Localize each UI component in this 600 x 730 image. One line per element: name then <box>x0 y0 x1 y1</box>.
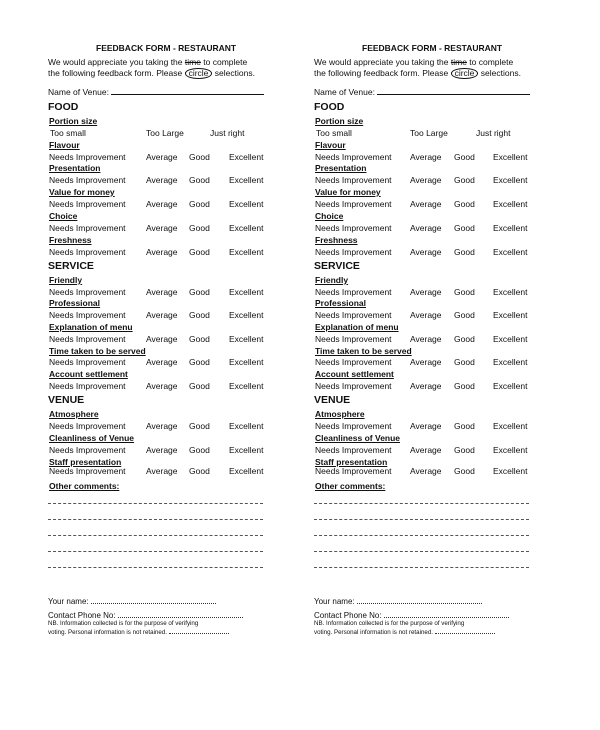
comment-line[interactable] <box>314 503 529 504</box>
venue-field[interactable] <box>48 86 264 97</box>
question-staff-presentation: Staff presentation <box>315 457 388 467</box>
form-title: FEEDBACK FORM - RESTAURANT <box>96 43 237 53</box>
option-average[interactable]: Average <box>146 357 178 367</box>
privacy-note-line2: voting. Personal information is not retained. <box>314 629 434 636</box>
option-excellent[interactable]: Excellent <box>493 287 528 297</box>
comment-line[interactable] <box>48 535 263 536</box>
option-excellent[interactable]: Excellent <box>229 310 264 320</box>
option-excellent[interactable]: Excellent <box>493 334 528 344</box>
question-friendly: Friendly <box>315 275 349 285</box>
privacy-note-line1: NB. Information collected is for the purpose of verifying <box>314 620 465 627</box>
comment-line[interactable] <box>314 551 529 552</box>
question-freshness: Freshness <box>49 235 92 245</box>
option-good[interactable]: Good <box>454 199 475 209</box>
option-needs-improvement[interactable]: Needs Improvement <box>315 466 392 476</box>
question-portion-size: Portion size <box>49 116 98 126</box>
option-needs-improvement[interactable]: Needs Improvement <box>49 175 126 185</box>
option-good[interactable]: Good <box>454 334 475 344</box>
your-name-line[interactable] <box>357 596 482 604</box>
option-excellent[interactable]: Excellent <box>229 223 264 233</box>
question-other-comments: Other comments: <box>49 481 120 491</box>
question-account-settlement: Account settlement <box>315 369 394 379</box>
option-needs-improvement[interactable]: Needs Improvement <box>49 421 126 431</box>
note-line <box>435 628 495 634</box>
option-needs-improvement[interactable]: Needs Improvement <box>49 287 126 297</box>
option-average[interactable]: Average <box>146 223 178 233</box>
section-venue: VENUE <box>48 394 85 406</box>
option-just-right[interactable]: Just right <box>476 128 511 138</box>
option-too-small[interactable]: Too small <box>50 128 86 138</box>
option-good[interactable]: Good <box>454 445 475 455</box>
option-excellent[interactable]: Excellent <box>229 247 264 257</box>
your-name-line[interactable] <box>91 596 216 604</box>
option-good[interactable]: Good <box>189 247 210 257</box>
option-too-small[interactable]: Too small <box>316 128 352 138</box>
option-needs-improvement[interactable]: Needs Improvement <box>49 357 126 367</box>
option-average[interactable]: Average <box>410 357 442 367</box>
form-intro <box>48 57 255 79</box>
your-name-label: Your name: <box>48 597 89 606</box>
option-too-large[interactable]: Too Large <box>146 128 184 138</box>
privacy-note-line1: NB. Information collected is for the purpose of verifying <box>48 620 199 627</box>
option-needs-improvement[interactable]: Needs Improvement <box>49 310 126 320</box>
question-staff-presentation: Staff presentation <box>49 457 122 467</box>
question-friendly: Friendly <box>49 275 83 285</box>
option-excellent[interactable]: Excellent <box>229 445 264 455</box>
option-good[interactable]: Good <box>189 175 210 185</box>
option-too-large[interactable]: Too Large <box>410 128 448 138</box>
option-average[interactable]: Average <box>146 247 178 257</box>
question-presentation: Presentation <box>315 163 367 173</box>
option-needs-improvement[interactable]: Needs Improvement <box>315 152 392 162</box>
venue-input-line[interactable] <box>111 86 264 95</box>
option-excellent[interactable]: Excellent <box>493 152 528 162</box>
option-needs-improvement[interactable]: Needs Improvement <box>49 247 126 257</box>
option-good[interactable]: Good <box>454 287 475 297</box>
question-explanation-of-menu: Explanation of menu <box>49 322 133 332</box>
option-average[interactable]: Average <box>410 247 442 257</box>
venue-label: Name of Venue: <box>48 87 109 97</box>
option-needs-improvement[interactable]: Needs Improvement <box>315 334 392 344</box>
comment-line[interactable] <box>314 535 529 536</box>
intro-text: the following feedback form. Please <box>314 68 451 78</box>
form-title: FEEDBACK FORM - RESTAURANT <box>362 43 503 53</box>
privacy-note <box>314 619 495 637</box>
option-needs-improvement[interactable]: Needs Improvement <box>315 247 392 257</box>
comment-line[interactable] <box>48 519 263 520</box>
option-needs-improvement[interactable]: Needs Improvement <box>315 421 392 431</box>
option-needs-improvement[interactable]: Needs Improvement <box>49 152 126 162</box>
question-portion-size: Portion size <box>315 116 364 126</box>
option-good[interactable]: Good <box>454 381 475 391</box>
intro-text: the following feedback form. Please <box>48 68 185 78</box>
option-average[interactable]: Average <box>410 199 442 209</box>
option-average[interactable]: Average <box>146 287 178 297</box>
option-average[interactable]: Average <box>410 310 442 320</box>
contact-phone-label: Contact Phone No: <box>48 611 116 620</box>
question-time-taken: Time taken to be served <box>49 346 146 356</box>
question-atmosphere: Atmosphere <box>49 409 99 419</box>
option-average[interactable]: Average <box>146 421 178 431</box>
option-excellent[interactable]: Excellent <box>229 421 264 431</box>
option-excellent[interactable]: Excellent <box>229 199 264 209</box>
option-good[interactable]: Good <box>454 223 475 233</box>
intro-text: We would appreciate you taking the <box>314 57 451 67</box>
question-cleanliness: Cleanliness of Venue <box>315 433 401 443</box>
section-food: FOOD <box>48 101 79 113</box>
contact-phone-line[interactable] <box>118 610 243 618</box>
option-good[interactable]: Good <box>454 310 475 320</box>
option-average[interactable]: Average <box>146 175 178 185</box>
option-good[interactable]: Good <box>454 175 475 185</box>
privacy-note-line2: voting. Personal information is not retained. <box>48 629 168 636</box>
comment-line[interactable] <box>314 567 529 568</box>
option-excellent[interactable]: Excellent <box>229 381 264 391</box>
question-choice: Choice <box>49 211 78 221</box>
option-needs-improvement[interactable]: Needs Improvement <box>315 381 392 391</box>
option-needs-improvement[interactable]: Needs Improvement <box>315 310 392 320</box>
option-excellent[interactable]: Excellent <box>493 199 528 209</box>
option-good[interactable]: Good <box>189 445 210 455</box>
option-good[interactable]: Good <box>454 247 475 257</box>
option-excellent[interactable]: Excellent <box>493 247 528 257</box>
venue-input-line[interactable] <box>377 86 530 95</box>
section-service: SERVICE <box>314 260 360 272</box>
section-venue: VENUE <box>314 394 351 406</box>
option-average[interactable]: Average <box>146 310 178 320</box>
option-excellent[interactable]: Excellent <box>493 357 528 367</box>
comment-line[interactable] <box>48 567 263 568</box>
option-excellent[interactable]: Excellent <box>229 334 264 344</box>
option-needs-improvement[interactable]: Needs Improvement <box>49 199 126 209</box>
your-name-label: Your name: <box>314 597 355 606</box>
option-excellent[interactable]: Excellent <box>493 175 528 185</box>
option-needs-improvement[interactable]: Needs Improvement <box>315 199 392 209</box>
option-needs-improvement[interactable]: Needs Improvement <box>49 381 126 391</box>
your-name-field[interactable] <box>314 596 482 606</box>
option-average[interactable]: Average <box>410 175 442 185</box>
question-flavour: Flavour <box>315 140 346 150</box>
option-excellent[interactable]: Excellent <box>493 466 528 476</box>
contact-phone-line[interactable] <box>384 610 509 618</box>
question-value-for-money: Value for money <box>49 187 115 197</box>
question-account-settlement: Account settlement <box>49 369 128 379</box>
option-good[interactable]: Good <box>189 381 210 391</box>
intro-text: We would appreciate you taking the <box>48 57 185 67</box>
option-good[interactable]: Good <box>189 287 210 297</box>
intro-circled-word: circle <box>185 68 213 79</box>
intro-text: selections. <box>478 68 521 78</box>
question-explanation-of-menu: Explanation of menu <box>315 322 399 332</box>
option-excellent[interactable]: Excellent <box>229 152 264 162</box>
question-professional: Professional <box>49 298 101 308</box>
option-average[interactable]: Average <box>146 152 178 162</box>
option-good[interactable]: Good <box>454 357 475 367</box>
option-excellent[interactable]: Excellent <box>229 466 264 476</box>
option-good[interactable]: Good <box>189 223 210 233</box>
option-needs-improvement[interactable]: Needs Improvement <box>315 357 392 367</box>
intro-struck-word: time <box>450 57 467 67</box>
question-flavour: Flavour <box>49 140 80 150</box>
question-professional: Professional <box>315 298 367 308</box>
note-line <box>169 628 229 634</box>
option-average[interactable]: Average <box>410 466 442 476</box>
comment-line[interactable] <box>314 519 529 520</box>
option-needs-improvement[interactable]: Needs Improvement <box>315 223 392 233</box>
option-good[interactable]: Good <box>189 357 210 367</box>
contact-phone-label: Contact Phone No: <box>314 611 382 620</box>
question-freshness: Freshness <box>315 235 358 245</box>
question-cleanliness: Cleanliness of Venue <box>49 433 135 443</box>
form-intro <box>314 57 521 79</box>
option-average[interactable]: Average <box>146 199 178 209</box>
option-excellent[interactable]: Excellent <box>493 445 528 455</box>
option-average[interactable]: Average <box>146 445 178 455</box>
option-needs-improvement[interactable]: Needs Improvement <box>49 445 126 455</box>
option-needs-improvement[interactable]: Needs Improvement <box>49 223 126 233</box>
option-excellent[interactable]: Excellent <box>493 421 528 431</box>
question-time-taken: Time taken to be served <box>315 346 412 356</box>
option-good[interactable]: Good <box>454 421 475 431</box>
option-excellent[interactable]: Excellent <box>493 310 528 320</box>
option-average[interactable]: Average <box>146 334 178 344</box>
option-excellent[interactable]: Excellent <box>229 175 264 185</box>
intro-circled-word: circle <box>451 68 479 79</box>
option-good[interactable]: Good <box>189 199 210 209</box>
intro-text: to complete <box>466 57 514 67</box>
option-good[interactable]: Good <box>454 152 475 162</box>
option-average[interactable]: Average <box>410 223 442 233</box>
option-excellent[interactable]: Excellent <box>493 381 528 391</box>
option-average[interactable]: Average <box>410 445 442 455</box>
intro-text: selections. <box>212 68 255 78</box>
option-excellent[interactable]: Excellent <box>229 287 264 297</box>
option-average[interactable]: Average <box>410 287 442 297</box>
option-needs-improvement[interactable]: Needs Improvement <box>315 175 392 185</box>
option-average[interactable]: Average <box>410 334 442 344</box>
option-average[interactable]: Average <box>410 381 442 391</box>
question-other-comments: Other comments: <box>315 481 386 491</box>
option-good[interactable]: Good <box>189 421 210 431</box>
your-name-field[interactable] <box>48 596 216 606</box>
question-value-for-money: Value for money <box>315 187 381 197</box>
option-excellent[interactable]: Excellent <box>493 223 528 233</box>
section-service: SERVICE <box>48 260 94 272</box>
option-good[interactable]: Good <box>189 334 210 344</box>
option-just-right[interactable]: Just right <box>210 128 245 138</box>
option-needs-improvement[interactable]: Needs Improvement <box>315 287 392 297</box>
privacy-note <box>48 619 229 637</box>
question-atmosphere: Atmosphere <box>315 409 365 419</box>
option-average[interactable]: Average <box>410 152 442 162</box>
venue-label: Name of Venue: <box>314 87 375 97</box>
option-good[interactable]: Good <box>189 310 210 320</box>
comment-line[interactable] <box>48 551 263 552</box>
option-average[interactable]: Average <box>146 466 178 476</box>
option-needs-improvement[interactable]: Needs Improvement <box>49 334 126 344</box>
option-needs-improvement[interactable]: Needs Improvement <box>49 466 126 476</box>
intro-struck-word: time <box>184 57 201 67</box>
option-good[interactable]: Good <box>189 152 210 162</box>
comment-line[interactable] <box>48 503 263 504</box>
option-good[interactable]: Good <box>454 466 475 476</box>
option-needs-improvement[interactable]: Needs Improvement <box>315 445 392 455</box>
intro-text: to complete <box>200 57 248 67</box>
question-presentation: Presentation <box>49 163 101 173</box>
section-food: FOOD <box>314 101 345 113</box>
option-average[interactable]: Average <box>410 421 442 431</box>
option-good[interactable]: Good <box>189 466 210 476</box>
venue-field[interactable] <box>314 86 530 97</box>
question-choice: Choice <box>315 211 344 221</box>
option-average[interactable]: Average <box>146 381 178 391</box>
option-excellent[interactable]: Excellent <box>229 357 264 367</box>
